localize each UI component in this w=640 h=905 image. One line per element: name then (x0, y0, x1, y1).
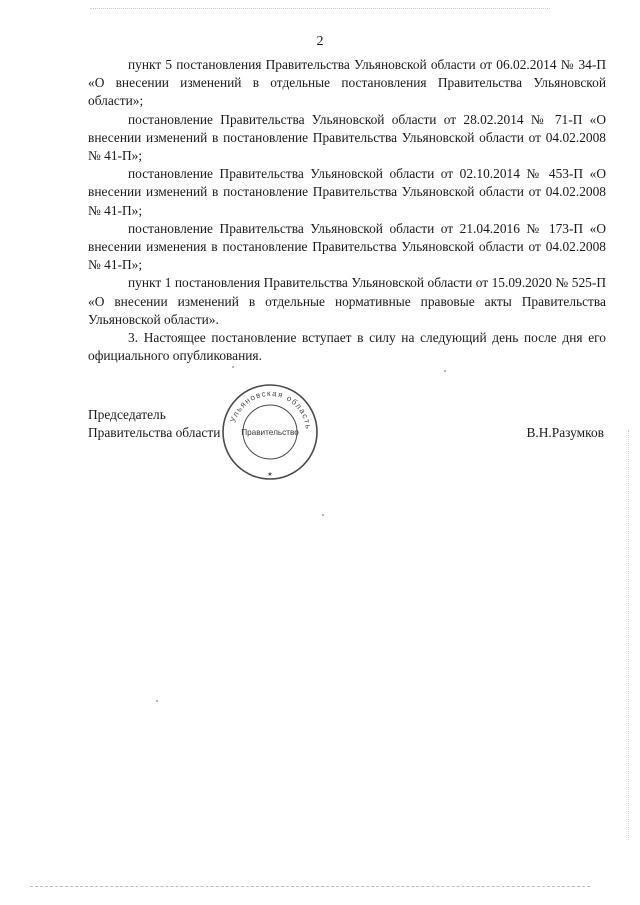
signatory-title (88, 406, 220, 442)
scan-artifact-top-edge (90, 8, 550, 10)
signatory-title-line1: Председатель (88, 407, 166, 422)
document-body (88, 56, 606, 365)
page-number: 2 (316, 34, 324, 49)
seal-ring-text: Ульяновская область (228, 388, 313, 431)
list-item: пункт 1 постановления Правительства Ульяновской области от 15.09.2020 № 525-П «О внесении изменений в отдельные нормативные правовые акты Правительства Ульяновской области». (88, 275, 606, 327)
scan-artifact-bottom-edge (30, 886, 590, 888)
official-seal-stamp (221, 383, 319, 481)
signatory-name: В.Н.Разумков (526, 425, 604, 440)
seal-star-icon: ★ (267, 471, 273, 478)
list-item: постановление Правительства Ульяновской области от 28.02.2014 № 71-П «О внесении изменений в постановление Правительства Ульяновской области от 04.02.2008 № 41-П»; (88, 111, 606, 164)
scan-artifact-right-edge (628, 430, 630, 840)
list-item: постановление Правительства Ульяновской области от 21.04.2016 № 173-П «О внесении изменения в постановление Правительства Ульяновской области от 04.02.2008 № 41-П»; (88, 220, 606, 273)
list-item: постановление Правительства Ульяновской области от 02.10.2014 № 453-П «О внесении изменений в постановление Правительства Ульяновской области от 04.02.2008 № 41-П»; (88, 166, 606, 218)
scan-speck (322, 514, 324, 516)
effective-date-clause: 3. Настоящее постановление вступает в силу на следующий день после дня его официального опубликования. (88, 330, 606, 364)
scan-speck (444, 370, 446, 372)
list-item: пункт 5 постановления Правительства Ульяновской области от 06.02.2014 № 34-П «О внесении изменений в отдельные постановления Правительства Ульяновской области»; (88, 57, 606, 109)
seal-center-text: Правительство (241, 428, 299, 437)
signatory-title-line2: Правительства области (88, 425, 221, 441)
scan-speck (232, 366, 234, 368)
scan-speck (156, 700, 158, 702)
